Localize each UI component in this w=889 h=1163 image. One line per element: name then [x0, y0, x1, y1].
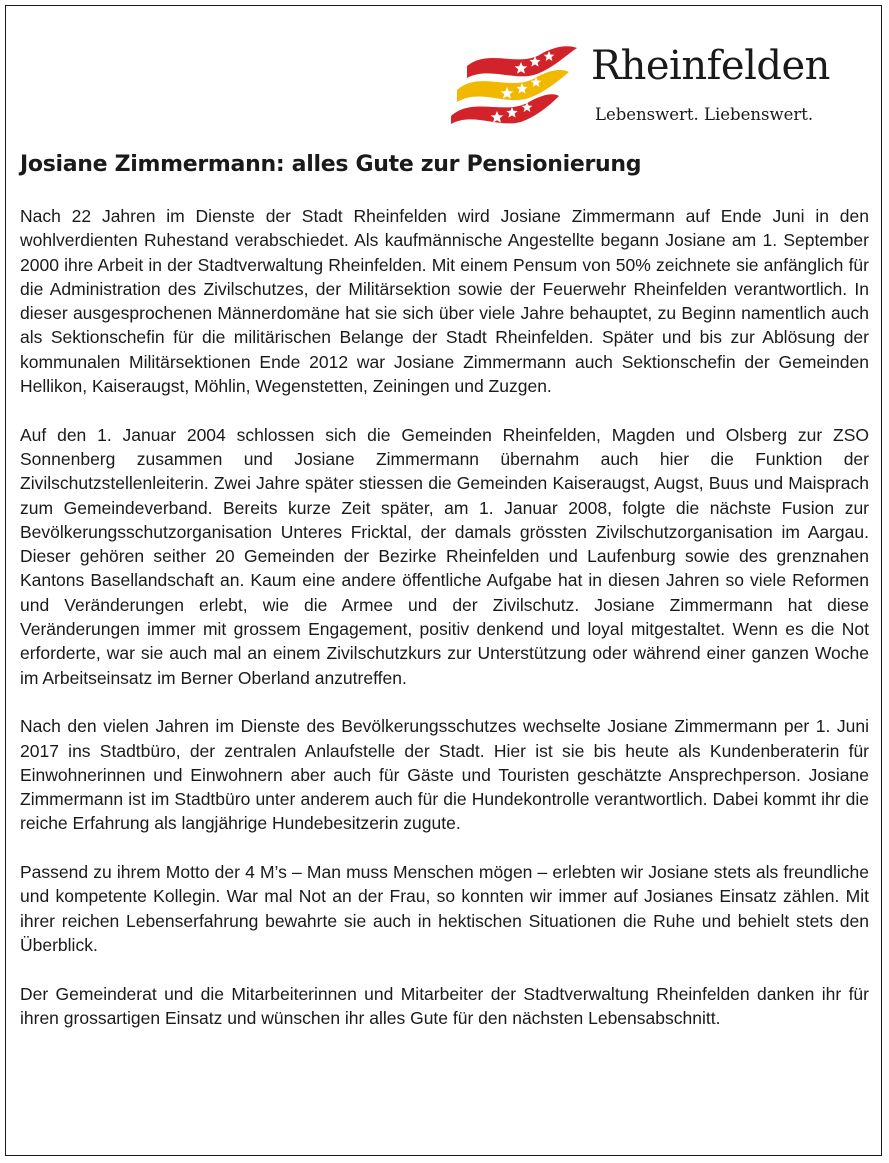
header: [6, 6, 881, 146]
article-paragraph: Nach den vielen Jahren im Dienste des Bevölkerungsschutzes wechselte Josiane Zimmermann per 1. Juni 2017 ins Stadtbüro, der zentralen Anlaufstelle der Stadt. Hier ist sie bis heute als Kundenberaterin für Einwohnerinnen und Einwohnern aber auch für Gäste und Touristen geschätzte Ansprechperson. Josiane Zimmermann ist im Stadtbüro unter anderem auch für die Hundekontrolle verantwortlich. Dabei kommt ihr die reiche Erfahrung als langjährige Hundebesitzerin zugute.: [20, 716, 869, 834]
brand-tagline: Lebenswert. Liebenswert.: [595, 105, 814, 124]
document-frame: [5, 5, 882, 1156]
article-paragraph: Auf den 1. Januar 2004 schlossen sich die Gemeinden Rheinfelden, Magden und Olsberg zur ZSO Sonnenberg zusammen und Josiane Zimmermann übernahm auch hier die Funktion der Zivilschutzstellenleiterin. Zwei Jahre später stiessen die Gemeinden Kaiseraugst, Augst, Buus und Maisprach zum Gemeindeverband. Bereits kurze Zeit später, am 1. Januar 2008, folgte die nächste Fusion zur Bevölkerungsschutzorganisation Unteres Fricktal, der damals grössten Zivilschutzorganisation im Aargau. Dieser gehören seither 20 Gemeinden der Bezirke Rheinfelden und Laufenburg sowie des grenznahen Kantons Basellandschaft an. Kaum eine andere öffentliche Aufgabe hat in diesen Jahren so viele Reformen und Veränderungen erlebt, wie die Armee und der Zivilschutz. Josiane Zimmermann hat diese Veränderungen immer mit grossem Engagement, positiv denkend und loyal mitgestaltet. Wenn es die Not erforderte, war sie auch mal an einem Zivilschutzkurs zur Unterstützung oder während einer ganzen Woche im Arbeitseinsatz im Berner Oberland anzutreffen.: [20, 424, 869, 688]
article-paragraph: Der Gemeinderat und die Mitarbeiterinnen und Mitarbeiter der Stadtverwaltung Rheinfelden danken ihr für ihren grossartigen Einsatz und wünschen ihr alles Gute für den nächsten Lebensabschnitt.: [20, 983, 869, 1028]
rheinfelden-crest-logo-icon: [449, 42, 581, 126]
brand-name: Rheinfelden: [591, 43, 830, 89]
article-paragraph: Passend zu ihrem Motto der 4 M’s – Man muss Menschen mögen – erlebten wir Josiane stets als freundliche und kompetente Kollegin. War mal Not an der Frau, so konnten wir immer auf Josianes Einsatz zählen. Mit ihrer reichen Lebenserfahrung bewahrte sie auch in hektischen Situationen die Ruhe und behielt stets den Überblick.: [20, 862, 869, 955]
article-title: Josiane Zimmermann: alles Gute zur Pensionierung: [20, 152, 642, 177]
article-paragraph: Nach 22 Jahren im Dienste der Stadt Rheinfelden wird Josiane Zimmermann auf Ende Juni in den wohlverdienten Ruhestand verabschiedet. Als kaufmännische Angestellte begann Josiane am 1. September 2000 ihre Arbeit in der Stadtverwaltung Rheinfelden. Mit einem Pensum von 50% zeichnete sie anfänglich für die Administration des Zivilschutzes, der Militärsektion sowie der Feuerwehr Rheinfelden verantwortlich. In dieser ausgesprochenen Männerdomäne hat sie sich über viele Jahre behauptet, zu Beginn namentlich auch als Sektionschefin für die militärischen Belange der Stadt Rheinfelden. Später und bis zur Ablösung der kommunalen Militärsektionen Ende 2012 war Josiane Zimmermann auch Sektionschefin der Gemeinden Hellikon, Kaiseraugst, Möhlin, Wegenstetten, Zeiningen und Zuzgen.: [20, 206, 869, 397]
article-body: [20, 204, 869, 1030]
